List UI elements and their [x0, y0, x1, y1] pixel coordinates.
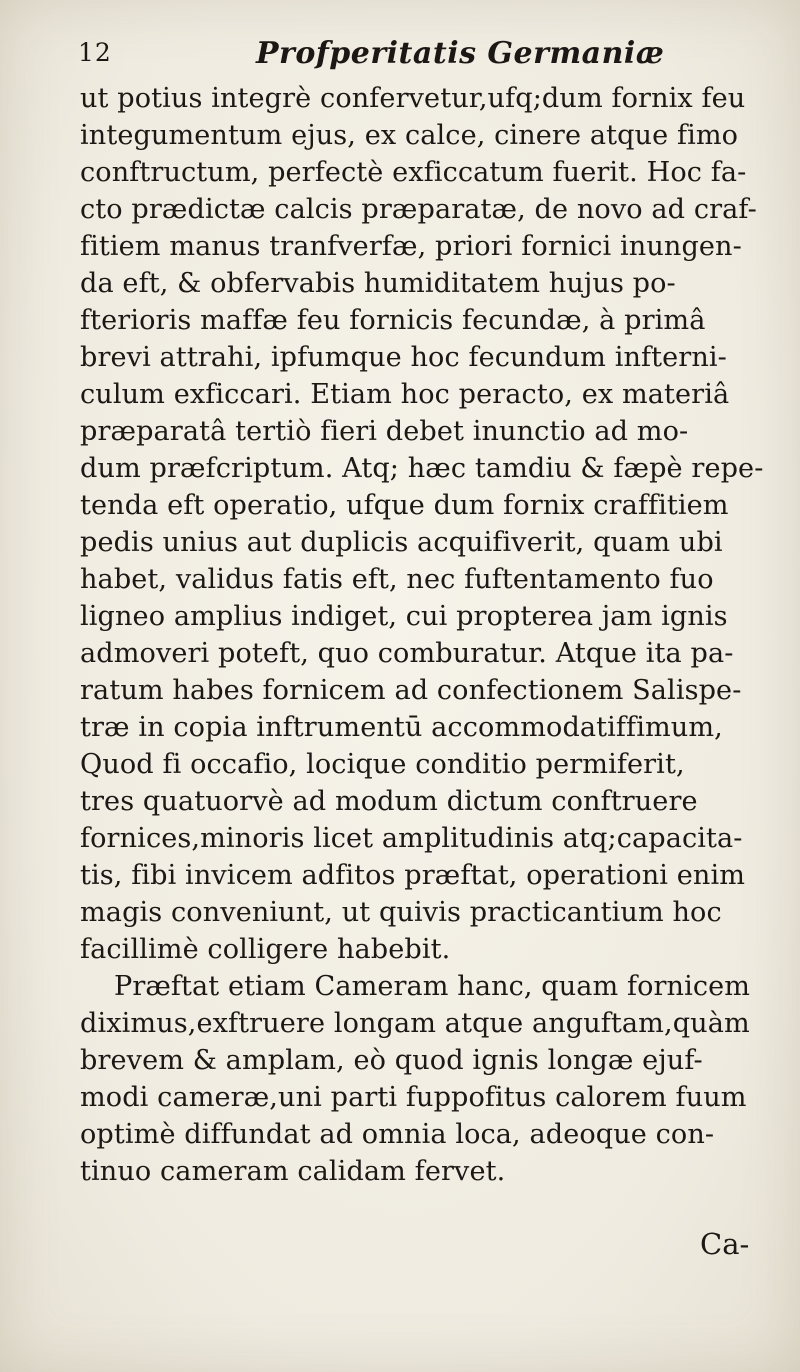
text-line: culum exficcari. Etiam hoc peracto, ex materiâ	[80, 379, 730, 410]
text-line: træ in copia inftrumentū accommodatiffimum,	[80, 712, 723, 743]
text-line: cto prædictæ calcis præparatæ, de novo ad craf-	[80, 194, 757, 225]
text-line: integumentum ejus, ex calce, cinere atque fimo	[80, 120, 739, 151]
text-line: ut potius integrè confervetur,ufq;dum fornix feu	[80, 83, 746, 114]
page-number: 12	[78, 38, 112, 67]
text-line: facillimè colligere habebit.	[80, 934, 451, 965]
text-line: dum præfcriptum. Atq; hæc tamdiu & fæpè repe-	[80, 453, 764, 484]
text-line: brevem & amplam, eò quod ignis longæ ejuf-	[80, 1045, 703, 1076]
text-line: modi cameræ,uni parti fuppofitus calorem fuum	[80, 1082, 747, 1113]
text-line: ratum habes fornicem ad confectionem Salispe-	[80, 675, 742, 706]
text-line: ligneo amplius indiget, cui propterea jam ignis	[80, 601, 728, 632]
text-line: tinuo cameram calidam fervet.	[80, 1156, 506, 1187]
page-header	[78, 38, 748, 78]
text-line: diximus,exftruere longam atque anguftam,quàm	[80, 1008, 750, 1039]
text-line: Quod fi occafio, locique conditio permiferit,	[80, 749, 685, 780]
text-line: habet, validus fatis eft, nec fuftentamento fuo	[80, 564, 714, 595]
catchword: Ca-	[700, 1227, 750, 1261]
text-line: da eft, & obfervabis humiditatem hujus po-	[80, 268, 676, 299]
text-line: præparatâ tertiò fieri debet inunctio ad mo-	[80, 416, 689, 447]
text-line: fitiem manus tranfverfæ, priori fornici inungen-	[80, 231, 742, 262]
text-line: magis conveniunt, ut quivis practicantium hoc	[80, 897, 722, 928]
text-line: fterioris maffæ feu fornicis fecundæ, à primâ	[80, 305, 706, 336]
text-line: tis, fibi invicem adfitos præftat, operationi enim	[80, 860, 746, 891]
text-line: optimè diffundat ad omnia loca, adeoque con-	[80, 1119, 715, 1150]
running-title: Profperitatis Germaniæ	[256, 36, 665, 71]
text-line: fornices,minoris licet amplitudinis atq;capacita-	[80, 823, 743, 854]
text-line: Præftat etiam Cameram hanc, quam fornicem	[114, 971, 751, 1002]
body-text	[80, 80, 780, 1190]
text-line: admoveri poteft, quo comburatur. Atque ita pa-	[80, 638, 734, 669]
text-line: tres quatuorvè ad modum dictum conftruere	[80, 786, 698, 817]
text-line: tenda eft operatio, ufque dum fornix craffitiem	[80, 490, 729, 521]
text-line: conftructum, perfectè exficcatum fuerit. Hoc fa-	[80, 157, 747, 188]
text-line: pedis unius aut duplicis acquifiverit, quam ubi	[80, 527, 723, 558]
text-line: brevi attrahi, ipfumque hoc fecundum infterni-	[80, 342, 727, 373]
